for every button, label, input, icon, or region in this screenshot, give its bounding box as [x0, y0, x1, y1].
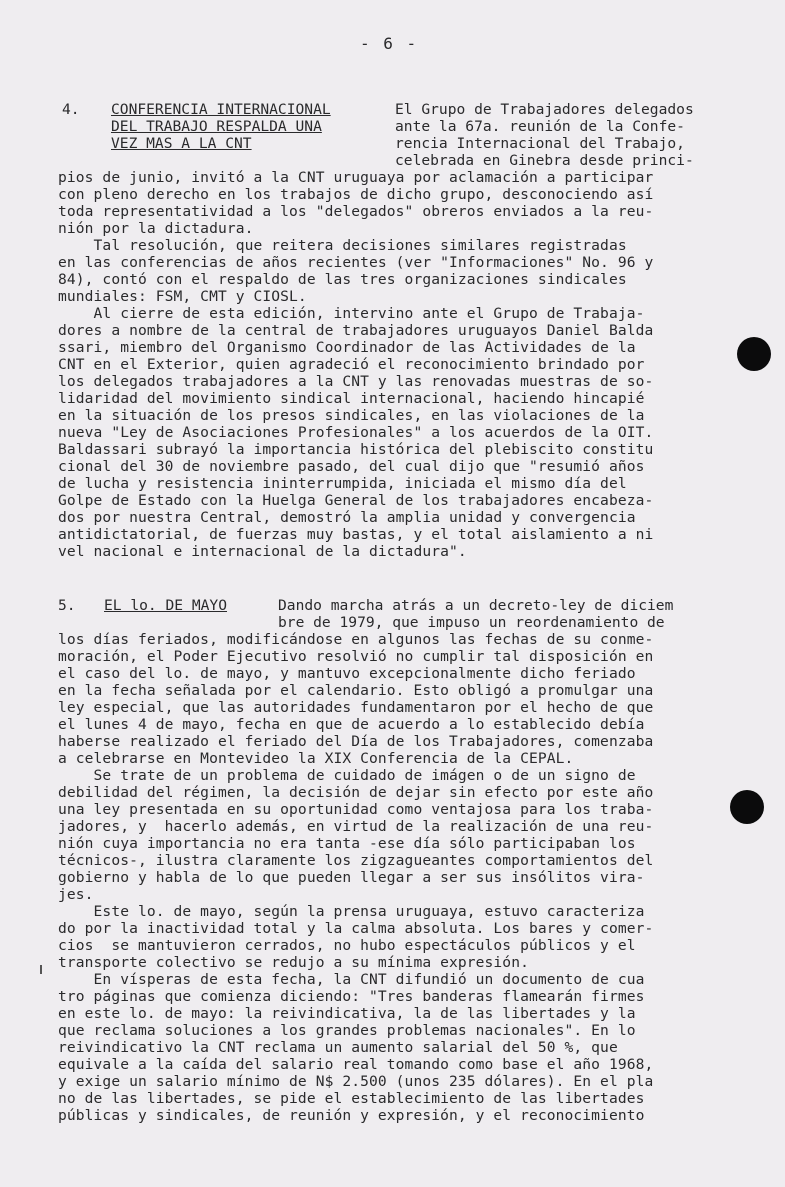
margin-mark — [40, 965, 42, 974]
text-line: Se trate de un problema de cuidado de imágen o de un signo de — [58, 767, 636, 784]
text-line: a celebrarse en Montevideo la XIX Conferencia de la CEPAL. — [58, 750, 574, 767]
section-number: 4. — [62, 101, 80, 118]
text-line: en las conferencias de años recientes (ver "Informaciones" No. 96 y — [58, 254, 654, 271]
text-line: gobierno y habla de lo que pueden llegar a ser sus insólitos vira- — [58, 869, 645, 886]
text-line: dos por nuestra Central, demostró la amplia unidad y convergencia — [58, 509, 636, 526]
text-line: En vísperas de esta fecha, la CNT difundió un documento de cua — [58, 971, 645, 988]
section-heading-line: CONFERENCIA INTERNACIONAL — [111, 101, 331, 118]
text-line: en este lo. de mayo: la reivindicativa, la de las libertades y la — [58, 1005, 636, 1022]
text-line: jes. — [58, 886, 94, 903]
text-line: Tal resolución, que reitera decisiones similares registradas — [58, 237, 627, 254]
text-line: públicas y sindicales, de reunión y expresión, y el reconocimiento — [58, 1107, 645, 1124]
text-line: jadores, y hacerlo además, en virtud de la realización de una reu- — [58, 818, 654, 835]
text-line: no de las libertades, se pide el establecimiento de las libertades — [58, 1090, 645, 1107]
text-line: nueva "Ley de Asociaciones Profesionales" a los acuerdos de la OIT. — [58, 424, 654, 441]
text-line: nión por la dictadura. — [58, 220, 254, 237]
text-line: transporte colectivo se redujo a su mínima expresión. — [58, 954, 529, 971]
text-line: 84), contó con el respaldo de las tres organizaciones sindicales — [58, 271, 627, 288]
text-line: que reclama soluciones a los grandes problemas nacionales". En lo — [58, 1022, 636, 1039]
intro-line: celebrada en Ginebra desde princi- — [395, 152, 694, 169]
text-line: el caso del lo. de mayo, y mantuvo excepcionalmente dicho feriado — [58, 665, 636, 682]
section-heading-line: EL lo. DE MAYO — [104, 597, 228, 614]
text-line: con pleno derecho en los trabajos de dicho grupo, desconociendo así — [58, 186, 654, 203]
text-line: Golpe de Estado con la Huelga General de los trabajadores encabeza- — [58, 492, 654, 509]
text-line: do por la inactividad total y la calma absoluta. Los bares y comer- — [58, 920, 654, 937]
text-line: Al cierre de esta edición, intervino ante el Grupo de Trabaja- — [58, 305, 645, 322]
text-line: lidaridad del movimiento sindical internacional, haciendo hincapié — [58, 390, 645, 407]
text-line: de lucha y resistencia ininterrumpida, iniciada el mismo día del — [58, 475, 627, 492]
text-line: antidictatorial, de fuerzas muy bastas, y el total aislamiento a ni — [58, 526, 654, 543]
intro-line: rencia Internacional del Trabajo, — [395, 135, 685, 152]
intro-line: ante la 67a. reunión de la Confe- — [395, 118, 685, 135]
text-line: ley especial, que las autoridades fundamentaron por el hecho de que — [58, 699, 654, 716]
text-line: nión cuya importancia no era tanta -ese día sólo participaban los — [58, 835, 636, 852]
text-line: CNT en el Exterior, quien agradeció el reconocimiento brindado por — [58, 356, 645, 373]
intro-line: bre de 1979, que impuso un reordenamiento de — [278, 614, 665, 631]
text-line: debilidad del régimen, la decisión de dejar sin efecto por este año — [58, 784, 654, 801]
text-line: toda representatividad a los "delegados" obreros enviados a la reu- — [58, 203, 654, 220]
intro-line: Dando marcha atrás a un decreto-ley de diciem — [278, 597, 674, 614]
text-line: pios de junio, invitó a la CNT uruguaya por aclamación a participar — [58, 169, 654, 186]
text-line: Baldassari subrayó la importancia histórica del plebiscito constitu — [58, 441, 654, 458]
text-line: ssari, miembro del Organismo Coordinador de las Actividades de la — [58, 339, 636, 356]
text-line: cional del 30 de noviembre pasado, del cual dijo que "resumió años — [58, 458, 645, 475]
text-line: tro páginas que comienza diciendo: "Tres banderas flamearán firmes — [58, 988, 645, 1005]
text-line: el lunes 4 de mayo, fecha en que de acuerdo a lo establecido debía — [58, 716, 645, 733]
section-heading-line: DEL TRABAJO RESPALDA UNA — [111, 118, 322, 135]
text-line: moración, el Poder Ejecutivo resolvió no cumplir tal disposición en — [58, 648, 654, 665]
text-line: dores a nombre de la central de trabajadores uruguayos Daniel Balda — [58, 322, 654, 339]
section-number: 5. — [58, 597, 76, 614]
text-line: en la situación de los presos sindicales, en las violaciones de la — [58, 407, 645, 424]
page-number: - 6 - — [360, 34, 419, 53]
text-line: vel nacional e internacional de la dictadura". — [58, 543, 467, 560]
text-line: haberse realizado el feriado del Día de los Trabajadores, comenzaba — [58, 733, 654, 750]
text-line: los días feriados, modificándose en algunos las fechas de su conme- — [58, 631, 654, 648]
punch-hole — [737, 337, 771, 371]
text-line: mundiales: FSM, CMT y CIOSL. — [58, 288, 307, 305]
text-line: cios se mantuvieron cerrados, no hubo espectáculos públicos y el — [58, 937, 636, 954]
text-line: reivindicativo la CNT reclama un aumento salarial del 50 %, que — [58, 1039, 618, 1056]
text-line: técnicos-, ilustra claramente los zigzagueantes comportamientos del — [58, 852, 654, 869]
punch-hole — [730, 790, 764, 824]
intro-line: El Grupo de Trabajadores delegados — [395, 101, 694, 118]
text-line: los delegados trabajadores a la CNT y las renovadas muestras de so- — [58, 373, 654, 390]
text-line: en la fecha señalada por el calendario. Esto obligó a promulgar una — [58, 682, 654, 699]
section-heading-line: VEZ MAS A LA CNT — [111, 135, 252, 152]
text-line: equivale a la caída del salario real tomando como base el año 1968, — [58, 1056, 654, 1073]
text-line: y exige un salario mínimo de N$ 2.500 (unos 235 dólares). En el pla — [58, 1073, 654, 1090]
text-line: Este lo. de mayo, según la prensa uruguaya, estuvo caracteriza — [58, 903, 645, 920]
text-line: una ley presentada en su oportunidad como ventajosa para los traba- — [58, 801, 654, 818]
